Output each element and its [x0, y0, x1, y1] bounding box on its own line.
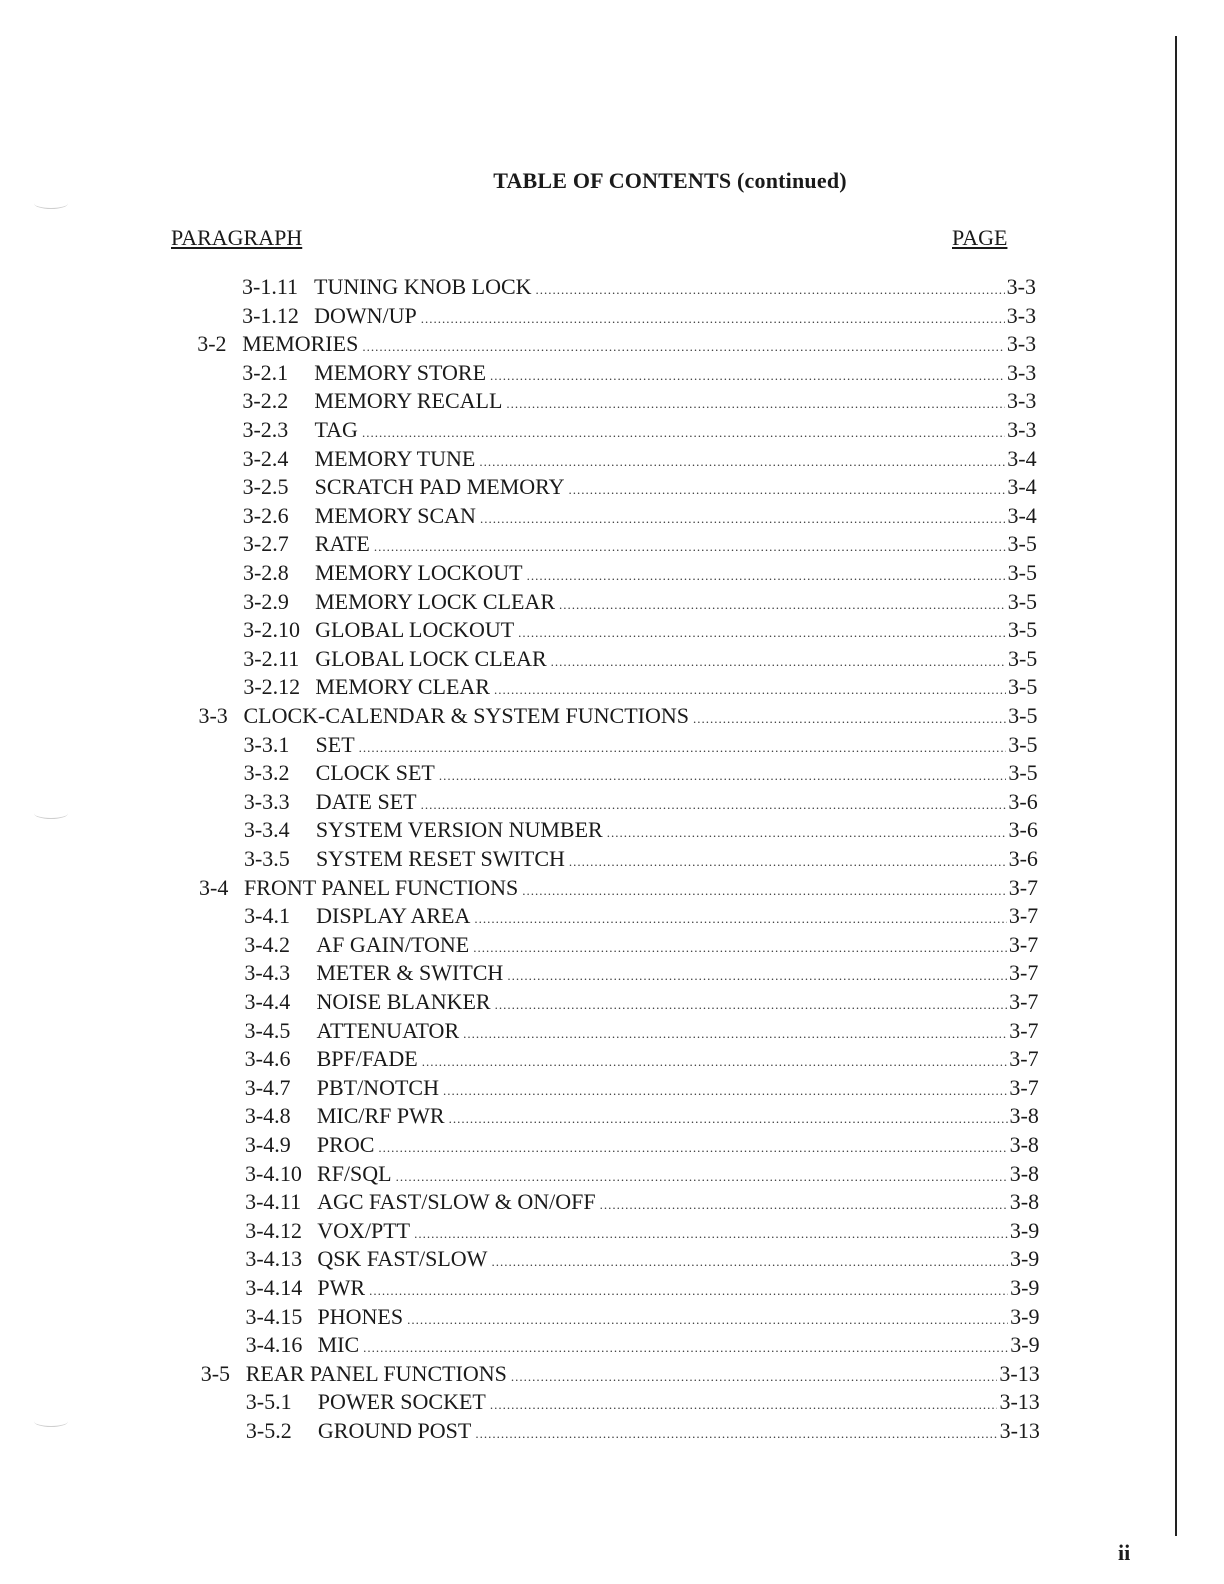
toc-entry-title: METER & SWITCH: [316, 960, 504, 986]
toc-entry[interactable]: [243, 616, 1037, 644]
toc-entry[interactable]: [246, 1417, 1040, 1445]
toc-entry-title: MEMORY LOCK CLEAR: [315, 588, 556, 614]
toc-entry-number: 3-2.3: [242, 417, 289, 442]
toc-entry-number: 3-3.3: [243, 788, 290, 814]
dot-leader: [463, 1020, 1007, 1048]
dot-leader: [362, 419, 1005, 447]
dot-leader: [443, 1077, 1007, 1105]
dot-leader: [494, 676, 1006, 704]
toc-entry-number: 3-2.12: [243, 674, 301, 700]
toc-entry-number: 3-4.3: [244, 960, 291, 986]
dot-leader: [559, 591, 1006, 619]
toc-entry-number: 3-4.14: [245, 1275, 303, 1300]
toc-entry[interactable]: [201, 1360, 1040, 1388]
toc-entry-number: 3-4.15: [245, 1303, 303, 1329]
toc-entry-title: PROC: [316, 1132, 375, 1157]
dot-leader: [607, 819, 1007, 847]
toc-entry-title: DISPLAY AREA: [316, 903, 471, 929]
toc-entry-number: 3-1.11: [242, 274, 299, 299]
dot-leader: [369, 1277, 1008, 1305]
paragraph-column-header: PARAGRAPH: [171, 225, 303, 250]
toc-entry-title: SYSTEM VERSION NUMBER: [315, 817, 603, 843]
dot-leader: [421, 305, 1005, 333]
toc-entry-title: AGC FAST/SLOW & ON/OFF: [317, 1189, 596, 1215]
toc-entry-title: MEMORY STORE: [314, 359, 487, 385]
toc-entry-title: DOWN/UP: [314, 302, 417, 328]
toc-entry[interactable]: [246, 1388, 1040, 1416]
toc-entry[interactable]: [244, 902, 1038, 930]
toc-entry-page: 3-9: [1010, 1303, 1040, 1329]
toc-entry-number: 3-5.2: [245, 1418, 292, 1443]
toc-entry-title: MIC/RF PWR: [316, 1103, 445, 1129]
dot-leader: [421, 791, 1007, 819]
toc-entry-number: 3-4.12: [245, 1217, 303, 1243]
toc-entry-page: 3-3: [1007, 417, 1037, 442]
toc-entry-title: DATE SET: [315, 788, 417, 814]
toc-entry[interactable]: [243, 473, 1037, 501]
dot-leader: [474, 905, 1006, 933]
toc-entry-title: REAR PANEL FUNCTIONS: [245, 1360, 507, 1386]
toc-entry-title: TUNING KNOB LOCK: [314, 274, 532, 299]
toc-entry[interactable]: [244, 816, 1038, 844]
dot-leader: [569, 476, 1006, 504]
toc-entry-number: 3-4.5: [244, 1017, 291, 1043]
toc-entry-title: CLOCK-CALENDAR & SYSTEM FUNCTIONS: [243, 703, 689, 728]
binder-hole-mark: [34, 198, 68, 209]
toc-entry-number: 3-4.13: [245, 1246, 303, 1272]
toc-entry-number: 3-2.8: [242, 560, 289, 585]
toc-entry-title: MEMORY TUNE: [314, 445, 476, 471]
toc-entry[interactable]: [244, 759, 1038, 787]
toc-entry-page: 3-6: [1008, 846, 1038, 871]
toc-entry-page: 3-4: [1007, 445, 1037, 471]
dot-leader: [473, 934, 1007, 962]
toc-entry[interactable]: [244, 788, 1038, 816]
page-number: ii: [1118, 1540, 1131, 1565]
toc-entry-title: MEMORIES: [242, 331, 359, 357]
toc-entry-page: 3-9: [1010, 1332, 1040, 1358]
dot-leader: [359, 734, 1007, 762]
toc-entry-page: 3-5: [1008, 760, 1038, 786]
toc-entry-number: 3-4.16: [245, 1332, 303, 1358]
toc-entry-page: 3-7: [1008, 931, 1039, 957]
toc-entry-number: 3-2.4: [242, 445, 289, 471]
dot-leader: [518, 619, 1006, 647]
toc-entry-number: 3-2.9: [243, 588, 289, 614]
toc-entry-page: 3-3: [1006, 359, 1037, 385]
toc-entry-number: 3-5.1: [245, 1389, 292, 1415]
toc-entry-title: ATTENUATOR: [316, 1017, 460, 1043]
toc-entry-title: CLOCK SET: [315, 760, 435, 786]
toc-entry-page: 3-3: [1007, 388, 1037, 414]
toc-entry[interactable]: [198, 702, 1037, 730]
toc-entry-title: NOISE BLANKER: [316, 989, 491, 1014]
toc-entry-page: 3-4: [1007, 502, 1037, 528]
page-title: TABLE OF CONTENTS (continued): [493, 168, 847, 193]
dot-leader: [480, 505, 1006, 533]
dot-leader: [495, 991, 1008, 1019]
toc-entry-number: 3-4.1: [244, 903, 290, 929]
toc-entry-number: 3-2.10: [243, 617, 300, 643]
toc-entry-number: 3-1.12: [242, 302, 299, 328]
toc-entry-title: PHONES: [317, 1303, 404, 1329]
toc-entry[interactable]: [243, 588, 1037, 616]
toc-entry-page: 3-7: [1009, 960, 1039, 986]
toc-entry[interactable]: [242, 302, 1036, 330]
toc-entry-title: TAG: [314, 417, 358, 442]
toc-entry-page: 3-7: [1009, 1017, 1039, 1043]
toc-entry-page: 3-9: [1009, 1246, 1040, 1272]
toc-entry-title: RF/SQL: [317, 1160, 392, 1186]
toc-entry-page: 3-5: [1007, 645, 1038, 671]
toc-entry-page: 3-4: [1007, 474, 1037, 500]
toc-entry[interactable]: [245, 1188, 1039, 1216]
toc-entry-page: 3-5: [1008, 703, 1038, 728]
dot-leader: [378, 1134, 1007, 1162]
toc-entry-page: 3-8: [1009, 1189, 1040, 1215]
toc-entry-page: 3-5: [1008, 731, 1038, 757]
page-edge-line: [1175, 36, 1177, 1536]
dot-leader: [600, 1191, 1008, 1219]
toc-entry[interactable]: [245, 1074, 1039, 1102]
toc-entry-title: PWR: [317, 1275, 366, 1300]
toc-entry[interactable]: [242, 359, 1036, 387]
binder-hole-mark: [34, 1416, 68, 1427]
toc-entry[interactable]: [244, 931, 1038, 959]
toc-entry[interactable]: [197, 330, 1036, 358]
page-column-header: PAGE: [952, 225, 1008, 250]
toc-entry-page: 3-13: [999, 1418, 1040, 1443]
toc-entry-title: MEMORY CLEAR: [315, 674, 490, 700]
toc-entry-number: 3-5: [200, 1360, 231, 1386]
dot-leader: [490, 1391, 998, 1419]
toc-entry-number: 3-4.2: [244, 931, 291, 957]
toc-entry[interactable]: [243, 502, 1037, 530]
toc-entry[interactable]: [242, 387, 1036, 415]
toc-entry-page: 3-5: [1007, 617, 1038, 643]
dot-leader: [536, 276, 1005, 304]
dot-leader: [422, 1048, 1008, 1076]
toc-entry[interactable]: [246, 1331, 1040, 1359]
toc-entry-title: VOX/PTT: [317, 1217, 411, 1243]
toc-entry[interactable]: [246, 1303, 1040, 1331]
toc-entry-number: 3-4.6: [244, 1046, 291, 1072]
toc-entry[interactable]: [244, 988, 1038, 1016]
dot-leader: [449, 1105, 1008, 1133]
toc-entry[interactable]: [243, 445, 1037, 473]
dot-leader: [479, 448, 1005, 476]
toc-entry-title: SCRATCH PAD MEMORY: [314, 474, 565, 500]
toc-entry[interactable]: [244, 845, 1038, 873]
toc-entry-page: 3-3: [1006, 274, 1036, 299]
toc-entry[interactable]: [245, 1217, 1039, 1245]
toc-entry-number: 3-4.9: [244, 1132, 291, 1157]
toc-entry-page: 3-8: [1009, 1103, 1039, 1129]
toc-entry-title: POWER SOCKET: [317, 1389, 486, 1415]
toc-entry-title: MEMORY LOCKOUT: [314, 560, 523, 585]
dot-leader: [522, 877, 1006, 905]
toc-entry-page: 3-3: [1006, 331, 1037, 357]
toc-entry-page: 3-5: [1007, 531, 1037, 557]
toc-entry-title: GLOBAL LOCKOUT: [315, 617, 515, 643]
toc-entry-title: GLOBAL LOCK CLEAR: [315, 645, 547, 671]
dot-leader: [506, 390, 1005, 418]
toc-entry-page: 3-7: [1008, 874, 1039, 900]
dot-leader: [439, 762, 1006, 790]
toc-entry-number: 3-4.8: [244, 1103, 291, 1129]
toc-entry[interactable]: [245, 1045, 1039, 1073]
toc-entry-page: 3-5: [1007, 560, 1037, 585]
toc-entry[interactable]: [243, 559, 1037, 587]
toc-entry-number: 3-3: [198, 703, 228, 728]
toc-entry-number: 3-2.1: [242, 359, 289, 385]
toc-entry-number: 3-3.4: [243, 817, 290, 843]
toc-entry[interactable]: [245, 1245, 1039, 1273]
toc-entry-page: 3-6: [1008, 817, 1038, 843]
toc-entry-page: 3-7: [1009, 1046, 1039, 1072]
toc-entry-page: 3-3: [1006, 302, 1037, 328]
toc-entry-title: FRONT PANEL FUNCTIONS: [244, 874, 519, 900]
toc-entry-number: 3-2.7: [242, 531, 289, 557]
dot-leader: [527, 562, 1006, 590]
toc-entry-page: 3-5: [1008, 674, 1038, 700]
toc-entry-title: PBT/NOTCH: [316, 1074, 439, 1100]
dot-leader: [490, 362, 1005, 390]
toc-entry-page: 3-8: [1009, 1160, 1040, 1186]
toc-entry-page: 3-13: [999, 1360, 1040, 1386]
toc-entry-page: 3-9: [1009, 1217, 1040, 1243]
toc-entry-number: 3-4.7: [244, 1074, 291, 1100]
dot-leader: [511, 1363, 997, 1391]
toc-entry[interactable]: [245, 1160, 1039, 1188]
toc-entry-title: RATE: [314, 531, 370, 557]
toc-entry-title: MEMORY SCAN: [314, 502, 476, 528]
toc-entry[interactable]: [244, 731, 1038, 759]
toc-entry-number: 3-2.11: [243, 645, 300, 671]
toc-entry-number: 3-2: [197, 331, 227, 357]
toc-entry-title: SET: [315, 731, 355, 757]
toc-entry-number: 3-4.4: [244, 989, 291, 1014]
dot-leader: [363, 1334, 1008, 1362]
toc-entry-number: 3-3.1: [243, 731, 290, 757]
toc-entry-title: SYSTEM RESET SWITCH: [315, 846, 565, 871]
toc-entry-page: 3-5: [1007, 588, 1038, 614]
toc-entry-number: 3-4.11: [245, 1189, 302, 1215]
dot-leader: [551, 648, 1006, 676]
dot-leader: [396, 1163, 1008, 1191]
toc-entry-number: 3-2.6: [242, 502, 289, 528]
toc-entry[interactable]: [245, 1017, 1039, 1045]
toc-entry[interactable]: [245, 1102, 1039, 1130]
toc-entry[interactable]: [244, 959, 1038, 987]
toc-entry-page: 3-9: [1010, 1275, 1040, 1300]
toc-entry-page: 3-7: [1009, 1074, 1039, 1100]
toc-entry[interactable]: [199, 874, 1038, 902]
dot-leader: [475, 1420, 997, 1448]
toc-entry-title: GROUND POST: [317, 1418, 472, 1443]
dot-leader: [362, 333, 1005, 361]
toc-entry[interactable]: [243, 673, 1037, 701]
dot-leader: [374, 533, 1006, 561]
toc-entry-page: 3-6: [1008, 788, 1038, 814]
toc-entry[interactable]: [243, 530, 1037, 558]
toc-entry[interactable]: [245, 1274, 1039, 1302]
dot-leader: [507, 962, 1007, 990]
toc-entry-number: 3-3.2: [243, 760, 290, 786]
toc-entry-title: MIC: [317, 1332, 360, 1358]
toc-entry-title: AF GAIN/TONE: [316, 931, 470, 957]
toc-entry-number: 3-4: [199, 874, 229, 900]
toc-entry-page: 3-8: [1009, 1132, 1039, 1157]
toc-entry-page: 3-13: [999, 1389, 1040, 1415]
toc-entry-page: 3-7: [1008, 903, 1039, 929]
toc-entry-number: 3-2.2: [242, 388, 289, 414]
dot-leader: [407, 1306, 1008, 1334]
toc-entry-page: 3-7: [1009, 989, 1039, 1014]
toc-entry-number: 3-3.5: [243, 846, 290, 871]
dot-leader: [491, 1248, 1008, 1276]
toc-entry-title: QSK FAST/SLOW: [317, 1246, 488, 1272]
dot-leader: [414, 1220, 1008, 1248]
toc-entry[interactable]: [242, 273, 1036, 301]
binder-hole-mark: [34, 808, 68, 819]
toc-entry-number: 3-2.5: [242, 474, 289, 500]
toc-entry[interactable]: [243, 645, 1037, 673]
toc-entry-number: 3-4.10: [245, 1160, 302, 1186]
toc-entry[interactable]: [242, 416, 1036, 444]
toc-entry[interactable]: [245, 1131, 1039, 1159]
toc-entry-title: BPF/FADE: [316, 1046, 418, 1072]
dot-leader: [569, 848, 1007, 876]
toc-entry-title: MEMORY RECALL: [314, 388, 503, 414]
dot-leader: [693, 705, 1006, 733]
